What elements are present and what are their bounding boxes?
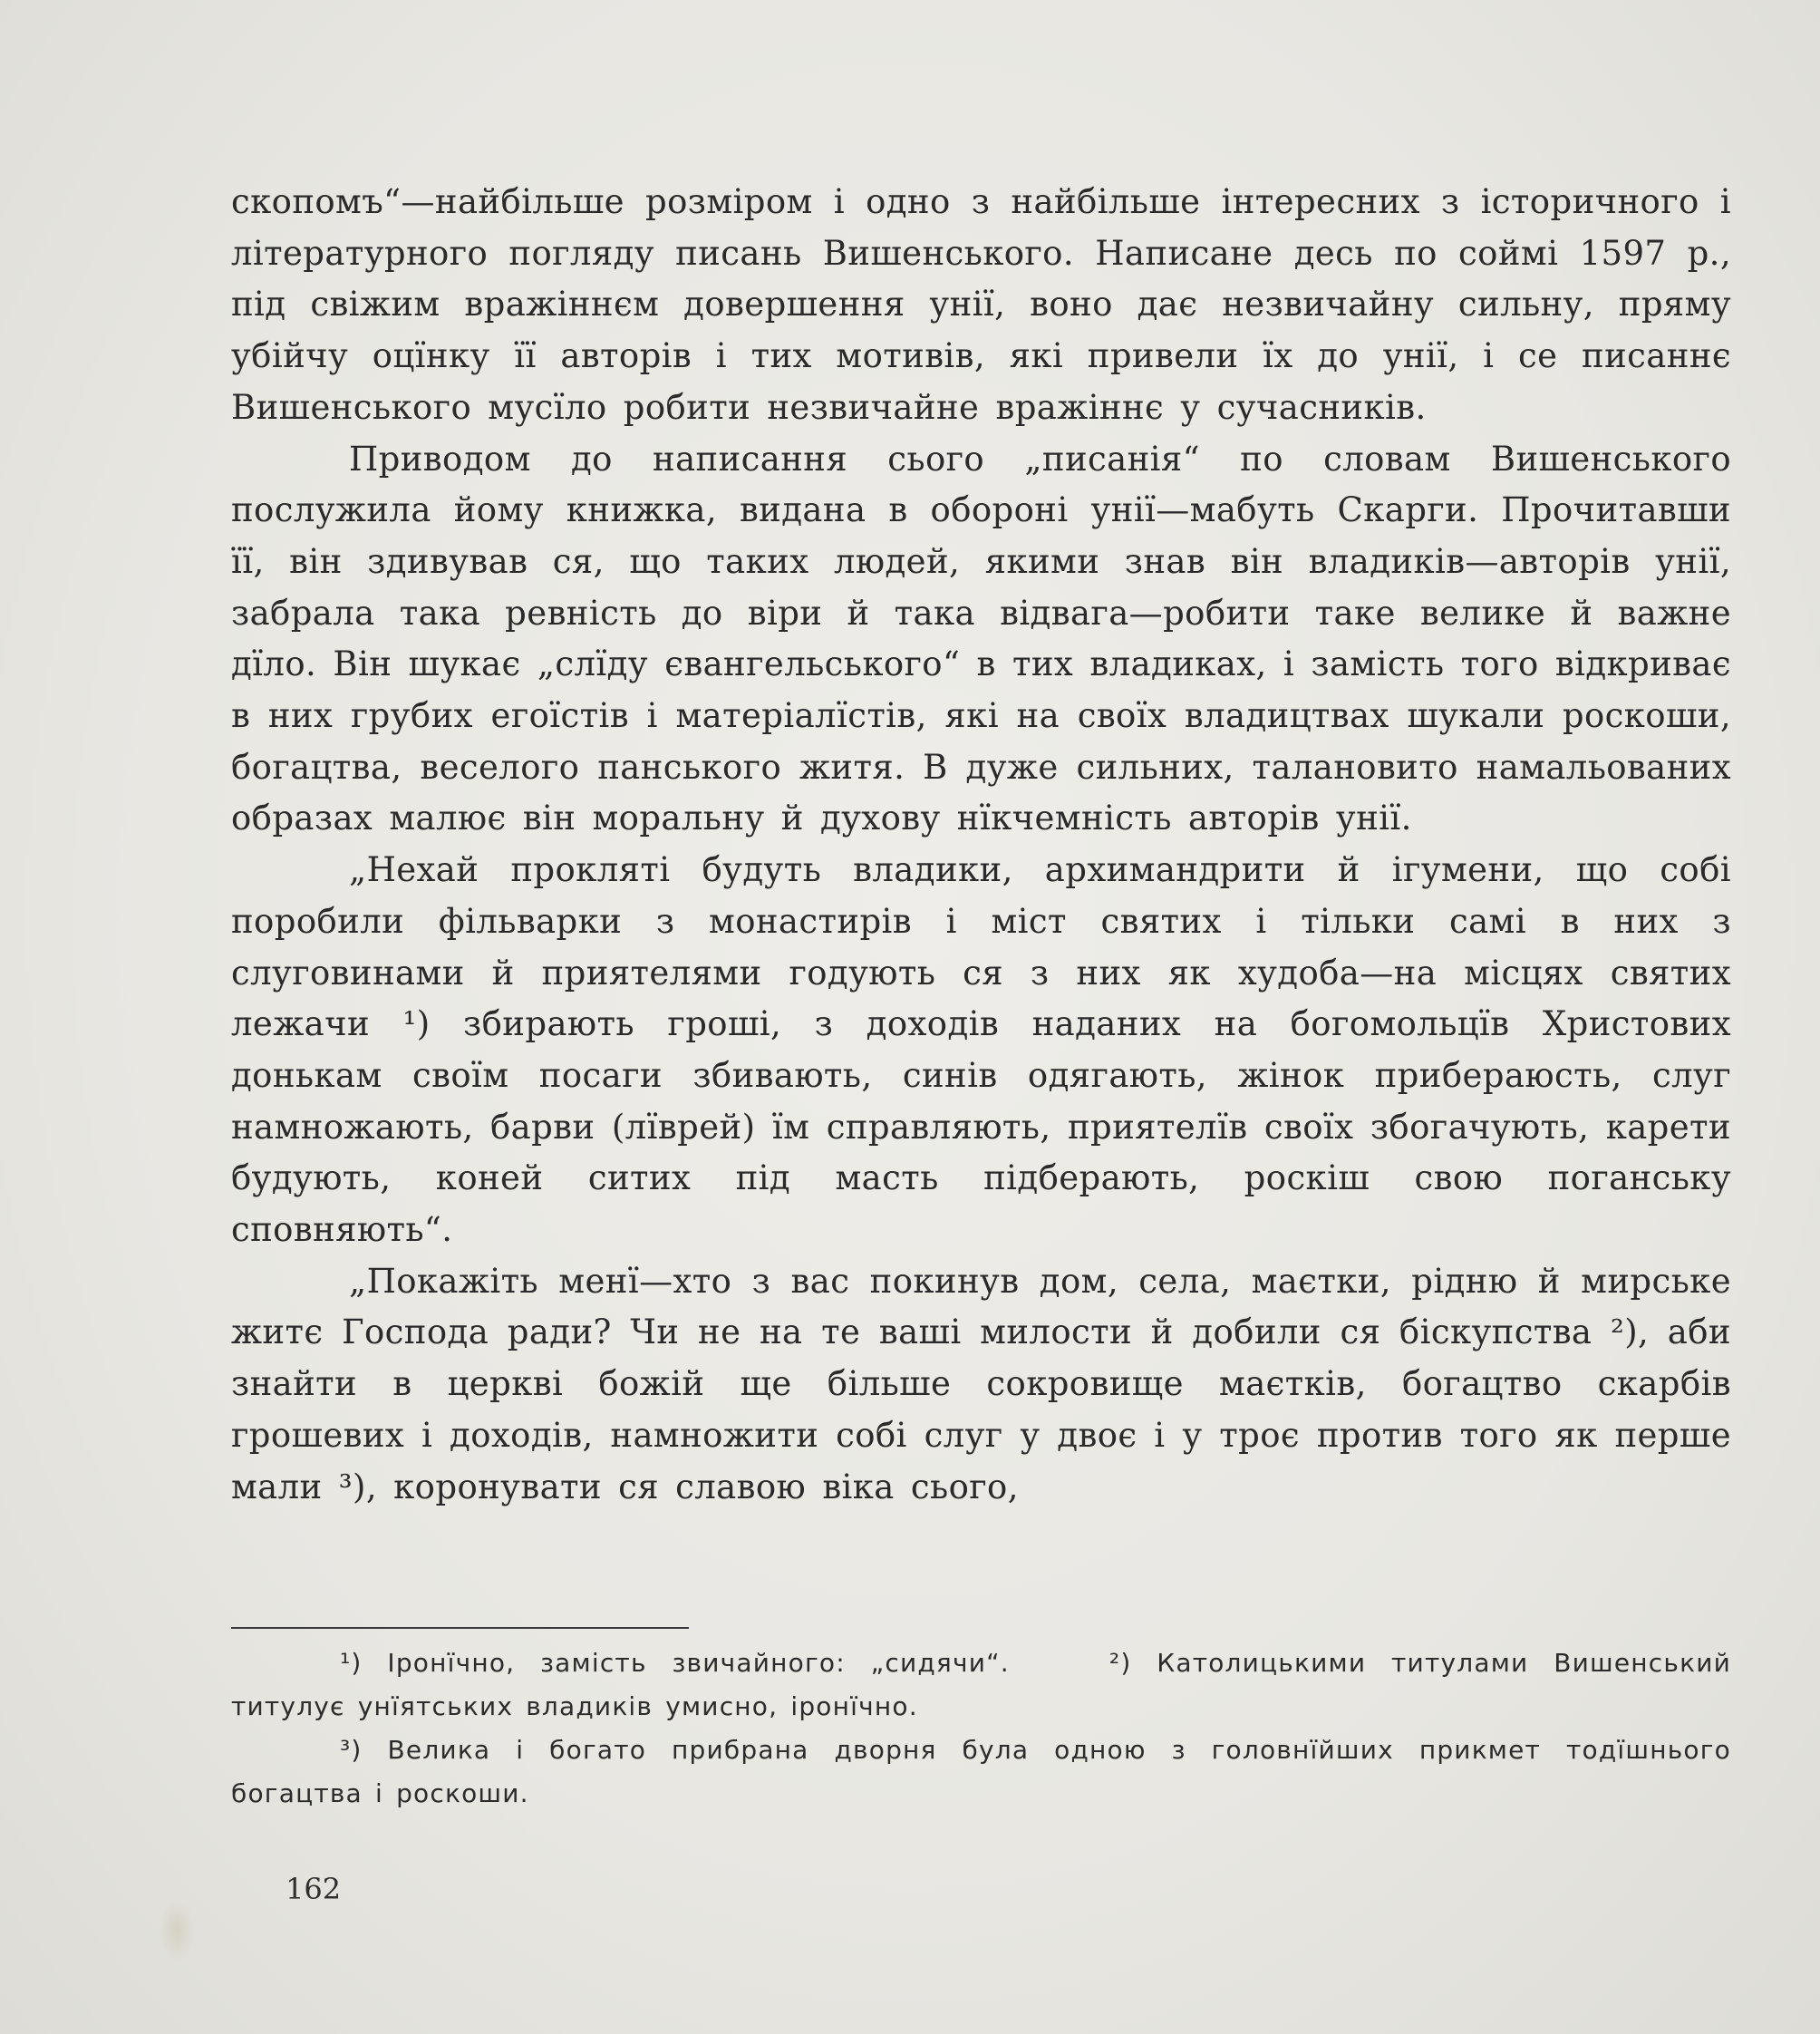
paragraph-3: „Нехай прокляті будуть владики, архимандрити й ігумени, що собі поробили фільварки з монастирів і міст святих і тільки самі в них з слуговинами й приятелями годують ся з них як худоба—на місцях святих лежачи ¹) збирають гроші, з доходів наданих на богомольцїв Христових донькам своїм посаги збивають, синів одягають, жінок прибераюсть, слуг намножають, барви (лїврей) їм справляють, приятелїв своїх збогачують, карети будують, коней ситих під масть підберають, роскіш свою поганську сповняють“. [231, 850, 1731, 1250]
page-number: 162 [286, 1872, 342, 1906]
paper-stain [159, 1899, 195, 1962]
paragraph-1: скопомъ“—найбільше розміром і одно з найбільше інтересних з історичного і літературного погляду писань Вишенського. Написане десь по соймі 1597 р., під свіжим вражіннєм довершення унії, воно дає незвичайну сильну, пряму убійчу оцїнку її авторів і тих мотивів, які привели їх до унії, і се писаннє Вишенського мусїло робити незвичайне вражіннє у сучасників. [231, 182, 1731, 427]
footnote-2: ²) Католицькими титулами Вишенський титулує унїятських владиків умисно, іронїчно. [231, 1648, 1731, 1721]
footnote-3: ³) Велика і богато прибрана дворня була одною з головнїйших прикмет тодїшнього богацтва і роскоши. [231, 1735, 1731, 1808]
footnotes [231, 1627, 1731, 1816]
footnote-divider [231, 1627, 689, 1629]
paragraph-2: Приводом до написання сього „писанія“ по словам Вишенського послужила йому книжка, видана в обороні унії—мабуть Скарги. Прочитавши її, він здивував ся, що таких людей, якими знав він владиків—авторів унії, забрала така ревність до віри й така відвага—робити таке велике й важне дїло. Він шукає „слїду євангельського“ в тих владиках, і замість того відкриває в них грубих егоїстів і матеріалїстів, які на своїх владицтвах шукали роскоши, богацтва, веселого панського житя. В дуже сильних, талановито намальованих образах малює він моральну й духову нїкчемність авторів унії. [231, 439, 1731, 838]
paragraph-4: „Покажіть менї—хто з вас покинув дом, села, маєтки, рідню й мирське житє Господа ради? Чи не на те ваші милости й добили ся біскупства ²), аби знайти в церкві божій ще більше сокровище маєтків, богацтво скарбів грошевих і доходів, намножити собі слуг у двоє і у троє против того як перше мали ³), коронувати ся славою віка сього, [231, 1261, 1731, 1506]
footnote-1-2 [231, 1642, 1731, 1729]
main-text [231, 177, 1731, 1513]
footnote-1: ¹) Іронїчно, замість звичайного: „сидячи“. [340, 1648, 1010, 1678]
